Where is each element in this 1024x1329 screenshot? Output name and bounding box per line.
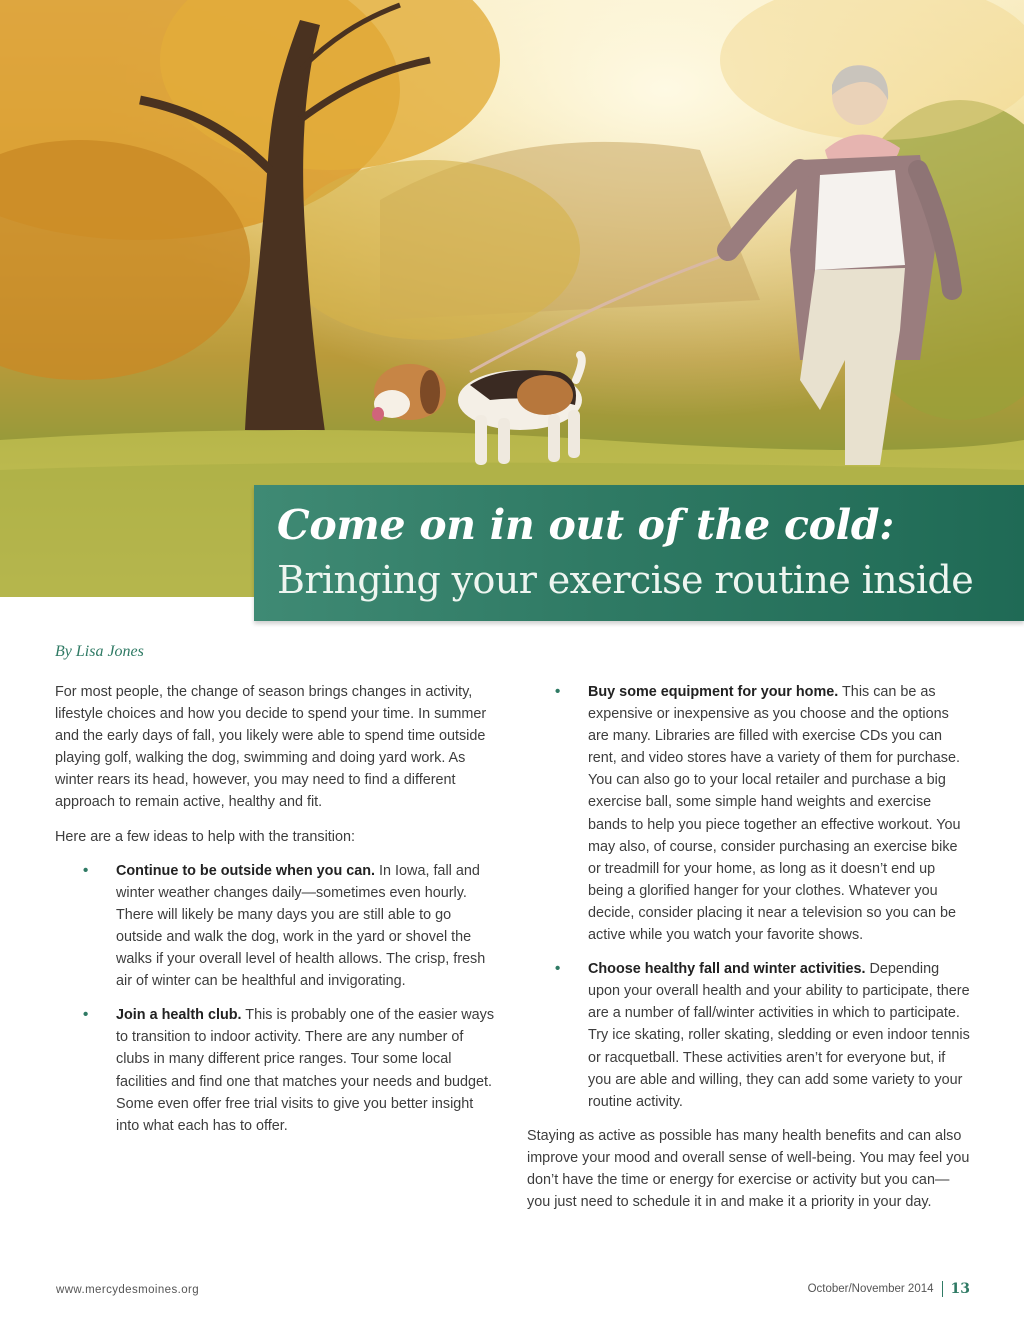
list-item bbox=[527, 958, 972, 1113]
issue-date: October/November 2014 bbox=[807, 1283, 934, 1295]
footer-issue-info bbox=[808, 1281, 970, 1297]
bullet-icon: • bbox=[555, 683, 561, 700]
list-item bbox=[55, 1004, 495, 1137]
list-item-heading: Buy some equipment for your home. bbox=[588, 684, 839, 700]
transition-paragraph: Here are a few ideas to help with the transition: bbox=[55, 828, 355, 845]
intro-paragraph: For most people, the change of season brings changes in activity, lifestyle choices and how you decide to spend your time. In summer and the early days of fall, you likely were able to spend time outside playing golf, walking the dog, swimming and doing yard work. As winter rears its head, however, you may need to find a different approach to remain active, healthy and fit. bbox=[55, 684, 487, 811]
list-item bbox=[55, 860, 495, 993]
list-item-heading: Choose healthy fall and winter activities. bbox=[588, 961, 866, 978]
bullet-icon: • bbox=[83, 861, 89, 879]
closing-paragraph: Staying as active as possible has many health benefits and can also improve your mood and overall sense of well-being. You may feel you don’t have the time or energy for exercise or activity but you can—you just need to schedule it in and make it a priority in your day. bbox=[527, 1127, 970, 1211]
list-item-text: In Iowa, fall and winter weather changes daily—sometimes even hourly. There will likely be many days you are still able to go outside and walk the dog, work in the yard or shovel the walks if your overall level of health allows. The crisp, fresh air of winter can be healthful and invigorating. bbox=[116, 862, 486, 990]
bullet-icon: • bbox=[555, 960, 561, 978]
list-item-heading: Join a health club. bbox=[116, 1007, 242, 1024]
left-column bbox=[55, 681, 495, 1149]
page-number: 13 bbox=[950, 1281, 970, 1297]
article-subtitle: Bringing your exercise routine inside bbox=[277, 558, 974, 602]
footer-divider bbox=[942, 1281, 943, 1297]
list-item-text: Depending upon your overall health and your ability to participate, there are a number of fall/winter activities in which to participate. Try ice skating, roller skating, sledding or even indoor tennis or racquetball. These activities aren’t for everyone but, if you are able and willing, they can add some variety to your routine activity. bbox=[588, 961, 970, 1110]
bullet-icon: • bbox=[83, 1006, 89, 1024]
byline: By Lisa Jones bbox=[55, 643, 144, 660]
list-item bbox=[527, 681, 972, 946]
right-column bbox=[527, 681, 972, 1225]
list-item-text: This is probably one of the easier ways to transition to indoor activity. There are any number of clubs in many different price ranges. Tour some local facilities and find one that matches your needs and budget. Some even offer free trial visits to give you better insight into what each has to offer. bbox=[116, 1007, 495, 1134]
list-item-heading: Continue to be outside when you can. bbox=[116, 862, 376, 879]
title-banner bbox=[254, 485, 1024, 621]
article-title: Come on in out of the cold: bbox=[277, 501, 895, 549]
footer-website[interactable]: www.mercydesmoines.org bbox=[56, 1284, 200, 1296]
list-item-text: This can be as expensive or inexpensive as you choose and the options are many. Libraries are filled with exercise CDs you can rent, and video stores have a variety of them for purchase. You can also go to your local retailer and purchase a big exercise ball, some simple hand weights and exercise bands to help you piece together an effective workout. You may also, of course, consider purchasing an exercise bike or treadmill for your home, as long as it doesn’t end up being a glorified hanger for your clothes. Whatever you decide, consider placing it near a television so you can be active while you watch your favorite shows. bbox=[588, 684, 961, 944]
